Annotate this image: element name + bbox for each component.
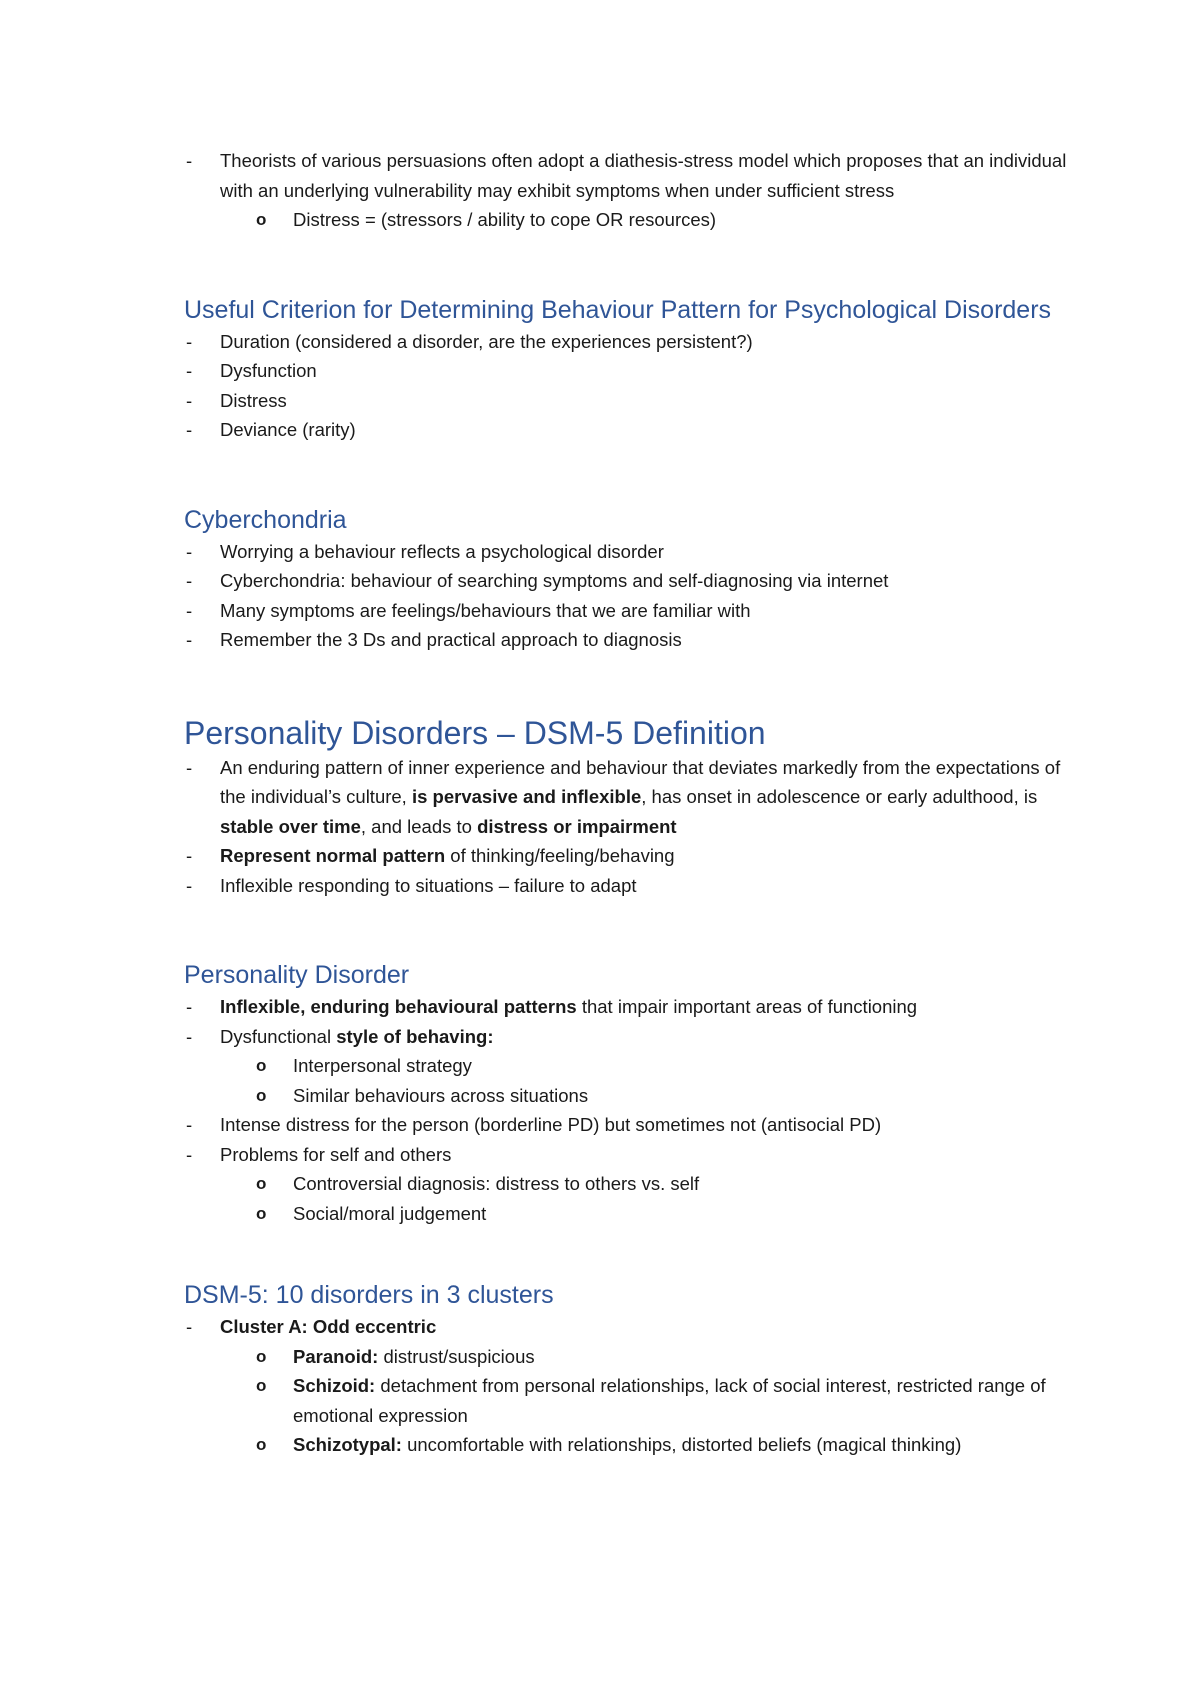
sub-bullet-schizotypal: o Schizotypal: uncomfortable with relationships, distorted beliefs (magical thinking) (184, 1430, 1080, 1460)
sub-bullet-schizoid: o Schizoid: detachment from personal relationships, lack of social interest, restricted range of emotional expression (184, 1371, 1080, 1430)
heading-personality-disorder: Personality Disorder (184, 961, 410, 989)
heading-dsm5-definition: Personality Disorders – DSM-5 Definition (184, 714, 766, 751)
bullet-cyberchondria-def: - Cyberchondria: behaviour of searching symptoms and self-diagnosing via internet (184, 566, 1080, 596)
sub-bullet-paranoid: o Paranoid: distrust/suspicious (184, 1342, 1080, 1372)
sub-bullet-social-moral: o Social/moral judgement (184, 1199, 1080, 1229)
heading-dsm5-clusters: DSM-5: 10 disorders in 3 clusters (184, 1281, 554, 1309)
heading-cyberchondria: Cyberchondria (184, 505, 347, 534)
bullet-remember-3ds: - Remember the 3 Ds and practical approach to diagnosis (184, 625, 1080, 655)
bullet-problems-self-others: - Problems for self and others (184, 1140, 1080, 1170)
bullet-represent-normal: - Represent normal pattern of thinking/feeling/behaving (184, 841, 1080, 871)
bullet-dysfunction: - Dysfunction (184, 356, 1080, 386)
bullet-duration: - Duration (considered a disorder, are the experiences persistent?) (184, 327, 1080, 357)
sub-bullet-controversial: o Controversial diagnosis: distress to others vs. self (184, 1169, 1080, 1199)
bullet-cluster-a: - Cluster A: Odd eccentric (184, 1312, 1080, 1342)
bullet-distress: - Distress (184, 386, 1080, 416)
sub-bullet-similar-behaviours: o Similar behaviours across situations (184, 1081, 1080, 1111)
bullet-inflexible-responding: - Inflexible responding to situations – failure to adapt (184, 871, 1080, 901)
sub-bullet-interpersonal: o Interpersonal strategy (184, 1051, 1080, 1081)
bullet-many-symptoms: - Many symptoms are feelings/behaviours that we are familiar with (184, 596, 1080, 626)
heading-useful-criterion: Useful Criterion for Determining Behaviour Pattern for Psychological Disorders (184, 295, 1052, 324)
bullet-worrying: - Worrying a behaviour reflects a psychological disorder (184, 537, 1080, 567)
sub-bullet-distress-formula: o Distress = (stressors / ability to cope OR resources) (184, 205, 1080, 235)
bullet-enduring-pattern: - An enduring pattern of inner experience and behaviour that deviates markedly from the expectations of the individual’s culture, is pervasive and inflexible, has onset in adolescence or early adulthood, is stable over time, and leads to distress or impairment (184, 753, 1080, 842)
bullet-deviance: - Deviance (rarity) (184, 415, 1080, 445)
bullet-intense-distress: - Intense distress for the person (borderline PD) but sometimes not (antisocial PD) (184, 1110, 1080, 1140)
bullet-dysfunctional-style: - Dysfunctional style of behaving: (184, 1022, 1080, 1052)
bullet-inflexible-patterns: - Inflexible, enduring behavioural patterns that impair important areas of functioning (184, 992, 1080, 1022)
bullet-diathesis-stress: - Theorists of various persuasions often adopt a diathesis-stress model which proposes that an individual with an underlying vulnerability may exhibit symptoms when under sufficient stress (184, 146, 1080, 205)
